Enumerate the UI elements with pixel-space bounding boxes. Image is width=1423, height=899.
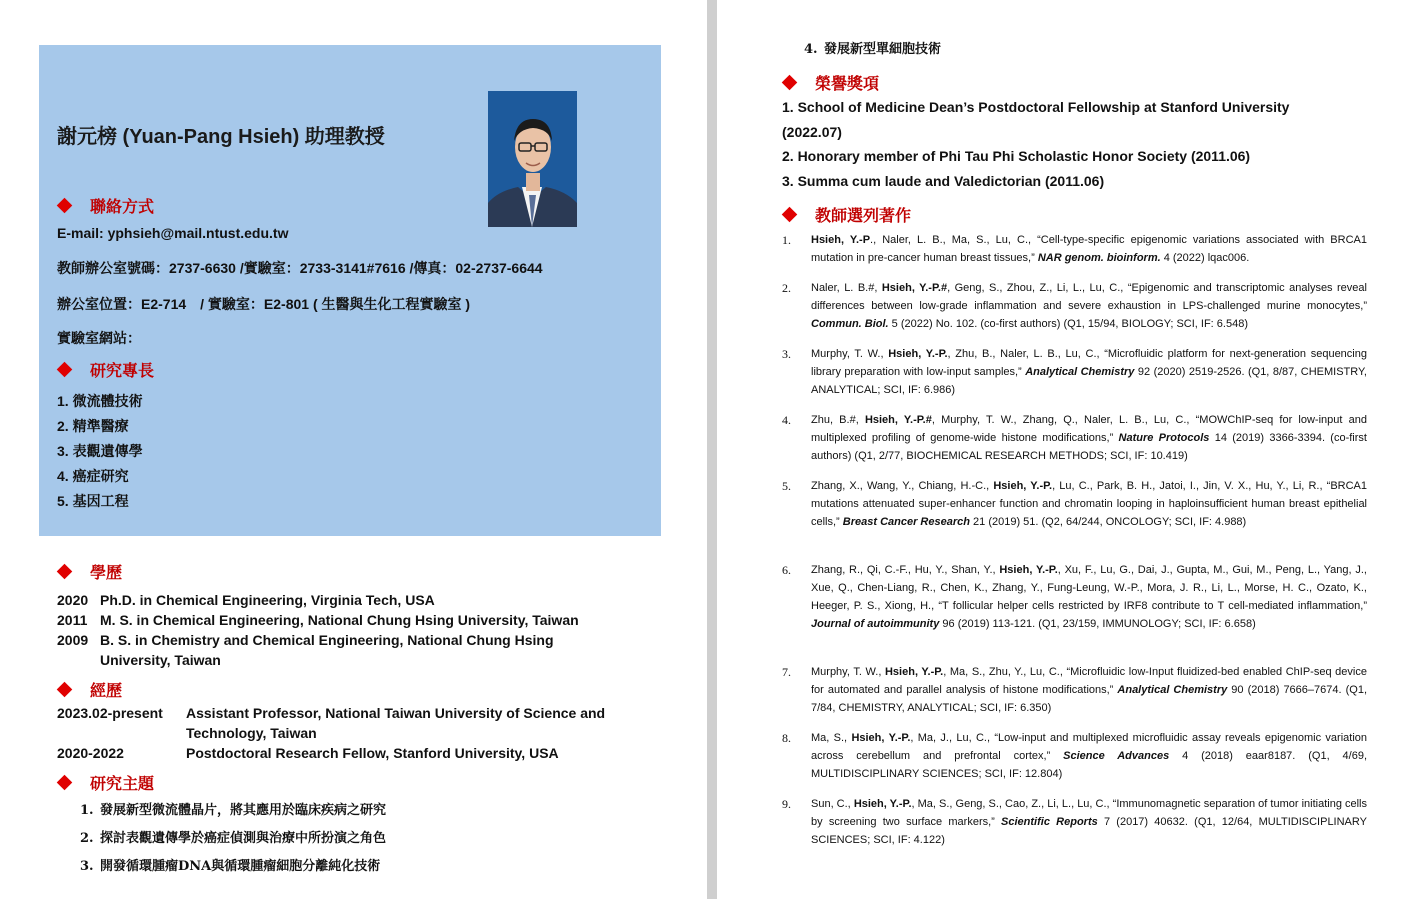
document-page-right [717,0,1423,899]
research-topic-item: 4. 發展新型單細胞技術 [804,42,942,57]
expertise-item: 4. 癌症研究 [57,468,129,484]
education-year: 2020 [57,592,89,608]
contact-email: E-mail: yphsieh@mail.ntust.edu.tw [57,225,289,241]
profile-photo [488,91,577,227]
diamond-bullet-icon [782,207,798,223]
diamond-bullet-icon [782,75,798,91]
expertise-item: 5. 基因工程 [57,493,129,509]
expertise-item: 3. 表觀遺傳學 [57,443,143,459]
education-text: B. S. in Chemistry and Chemical Engineering, National Chung Hsing University, Taiwan [100,632,554,668]
expertise-item: 2. 精準醫療 [57,418,129,434]
profile-name: 謝元榜 (Yuan-Pang Hsieh) 助理教授 [57,126,385,148]
education-heading: 學歷 [57,560,122,583]
contact-website: 實驗室網站： [57,330,141,346]
research-topics-continued [804,36,941,64]
page-gutter [707,0,717,899]
education-text: Ph.D. in Chemical Engineering, Virginia Tech, USA [100,592,435,608]
expertise-item: 1. 微流體技術 [57,393,143,409]
education-text: M. S. in Chemical Engineering, National Chung Hsing University, Taiwan [100,612,579,628]
diamond-bullet-icon [57,564,73,580]
award-item: 3. Summa cum laude and Valedictorian (2011.06) [782,172,1105,189]
expertise-heading: 研究專長 [57,358,154,381]
awards-list [782,95,1352,193]
award-item: 2. Honorary member of Phi Tau Phi Scholastic Honor Society (2011.06) [782,148,1251,165]
education-year: 2009 [57,632,89,648]
experience-period: 2020-2022 [57,745,124,761]
diamond-bullet-icon [57,198,73,214]
diamond-bullet-icon [57,682,73,698]
experience-item [57,743,626,763]
education-item [57,610,600,630]
experience-heading: 經歷 [57,678,122,701]
award-item: 1. School of Medicine Dean’s Postdoctoral Fellowship at Stanford University (2022.07) [782,99,1290,140]
research-topics-heading: 研究主題 [57,771,154,794]
document-page-left [0,0,707,899]
education-item [57,590,600,610]
education-list [57,590,600,670]
research-topic-item: 3. 開發循環腫瘤DNA與循環腫瘤細胞分離純化技術 [80,859,381,874]
publications-heading: 教師選列著作 [782,203,911,226]
contact-location: 辦公室位置：E2-714 / 實驗室：E2-801 ( 生醫與生化工程實驗室 ) [57,296,471,312]
contact-heading: 聯絡方式 [57,194,154,217]
contact-phones: 教師辦公室號碼：2737-6630 /實驗室：2733-3141#7616 /傳真：02-2737-6644 [57,260,543,276]
diamond-bullet-icon [57,362,73,378]
research-topic-item: 1. 發展新型微流體晶片，將其應用於臨床疾病之研究 [80,803,387,818]
awards-heading: 榮譽獎項 [782,71,879,94]
research-topic-item: 2. 探討表觀遺傳學於癌症偵測與治療中所扮演之角色 [80,831,387,846]
education-item [57,630,600,670]
experience-period: 2023.02-present [57,705,163,721]
diamond-bullet-icon [57,775,73,791]
publication-item: 1. Hsieh, Y.-P., Naler, L. B., Ma, S., Lu, C., “Cell-type-specific epigenomic variations associated with BRCA1 mutation in pre-cancer human breast tissues,” NAR genom. bioinform. 4 (2022) lqac006. [782,233,1367,264]
research-topics-list [80,797,386,881]
publication-item: 3. Murphy, T. W., Hsieh, Y.-P., Zhu, B., Naler, L. B., Lu, C., “Microfluidic platform for next-generation sequencing library preparation with low-input samples,” Analytical Chemistry 92 (2020) 2519-2526. (Q1, 8/87, CHEMISTRY, ANALYTICAL; SCI, IF: 6.986) [782,347,1367,396]
experience-item [57,703,626,743]
experience-text: Postdoctoral Research Fellow, Stanford University, USA [186,745,559,761]
experience-text: Assistant Professor, National Taiwan University of Science and Technology, Taiwan [186,705,606,741]
publication-item: 8. Ma, S., Hsieh, Y.-P., Ma, J., Lu, C., “Low-input and multiplexed microfluidic assay reveals epigenomic variation across cerebellum and prefrontal cortex,” Science Advances 4 (2018) eaar8187. (Q1, 4/69, MULTIDISCIPLINARY SCIENCES; SCI, IF: 12.804) [782,731,1367,780]
publication-item: 9. Sun, C., Hsieh, Y.-P., Ma, S., Geng, S., Cao, Z., Li, L., Lu, C., “Immunomagnetic separation of tumor initiating cells by screening two surface markers,” Scientific Reports 7 (2017) 40632. (Q1, 12/64, MULTIDISCIPLINARY SCIENCES; SCI, IF: 4.122) [782,797,1368,846]
publication-item: 5. Zhang, X., Wang, Y., Chiang, H.-C., Hsieh, Y.-P., Lu, C., Park, B. H., Jatoi, I., Jin, V. X., Hu, Y., Li, R., “BRCA1 mutations attenuated super-enhancer function and chromatin looping in haploinsufficient human breast epithelial cells,” Breast Cancer Research 21 (2019) 51. (Q2, 64/244, ONCOLOGY; SCI, IF: 4.988) [782,479,1367,528]
education-year: 2011 [57,612,88,628]
expertise-list [57,389,143,514]
publication-item: 2. Naler, L. B.#, Hsieh, Y.-P.#, Geng, S., Zhou, Z., Li, L., Lu, C., “Epigenomic and transcriptomic analyses reveal differences between low-grade inflammation and severe exhaustion in LPS-challenged murine monocytes,” Commun. Biol. 5 (2022) No. 102. (co-first authors) (Q1, 15/94, BIOLOGY; SCI, IF: 6.548) [782,281,1367,330]
publication-item: 7. Murphy, T. W., Hsieh, Y.-P., Ma, S., Zhu, Y., Lu, C., “Microfluidic low-Input fluidized-bed enabled ChIP-seq device for automated and parallel analysis of histone modifications,” Analytical Chemistry 90 (2018) 7666–7674. (Q1, 7/84, CHEMISTRY, ANALYTICAL; SCI, IF: 6.350) [782,665,1368,714]
publication-item: 6. Zhang, R., Qi, C.-F., Hu, Y., Shan, Y., Hsieh, Y.-P., Xu, F., Lu, G., Dai, J., Gupta, M., Gui, M., Peng, L., Yang, J., Xue, Q., Chen-Liang, R., Chen, K., Zhang, Y., Fung-Leung, W.-P., Mora, J. R., Li, L., Morse, H. C., Ozato, K., Heeger, P. S., Xiong, H., “T follicular helper cells restricted by IRF8 contribute to T cell-mediated inflammation,” Journal of autoimmunity 96 (2019) 113-121. (Q1, 23/159, IMMUNOLOGY; SCI, IF: 6.658) [782,563,1367,630]
experience-list [57,703,626,763]
publication-item: 4. Zhu, B.#, Hsieh, Y.-P.#, Murphy, T. W., Zhang, Q., Naler, L. B., Lu, C., “MOWChIP-seq for low-input and multiplexed profiling of genome-wide histone modifications,” Nature Protocols 14 (2019) 3366-3394. (co-first authors) (Q1, 2/77, BIOCHEMICAL RESEARCH METHODS; SCI, IF: 10.419) [782,413,1367,462]
